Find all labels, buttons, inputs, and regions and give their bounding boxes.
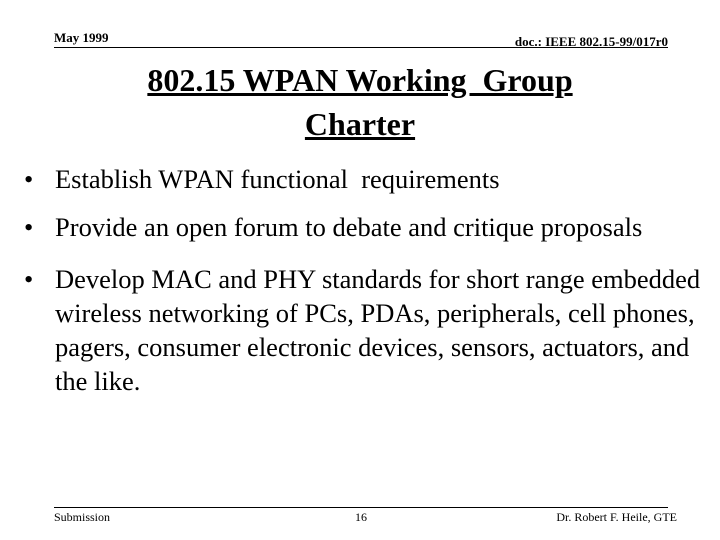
slide-title-line-2: Charter [304,106,416,142]
slide-title-line-1: 802.15 WPAN Working Group [147,62,573,98]
bullet-list [24,162,704,398]
footer-submission: Submission [54,510,111,524]
bullet-text: Develop MAC and PHY standards for short range embedded wireless networking of PCs, PDAs, peripherals, cell phones, pagers, consumer electronic devices, sensors, actuators, and the like. [55,264,701,396]
header-date: May 1999 [54,30,109,45]
footer-page-number: 16 [355,510,367,524]
bullet-icon: • [24,212,34,242]
header-doc-id: doc.: IEEE 802.15-99/017r0 [514,34,668,49]
bullet-item [24,262,704,398]
bullet-icon: • [24,164,34,194]
bullet-item [24,162,704,196]
bullet-item [24,210,704,244]
bullet-icon: • [24,264,34,294]
bullet-text: Provide an open forum to debate and critique proposals [55,212,643,242]
slide-title [60,58,660,146]
footer-divider [54,507,668,508]
bullet-text: Establish WPAN functional requirements [55,164,500,194]
header-divider [54,47,668,48]
footer-author: Dr. Robert F. Heile, GTE [556,510,677,524]
